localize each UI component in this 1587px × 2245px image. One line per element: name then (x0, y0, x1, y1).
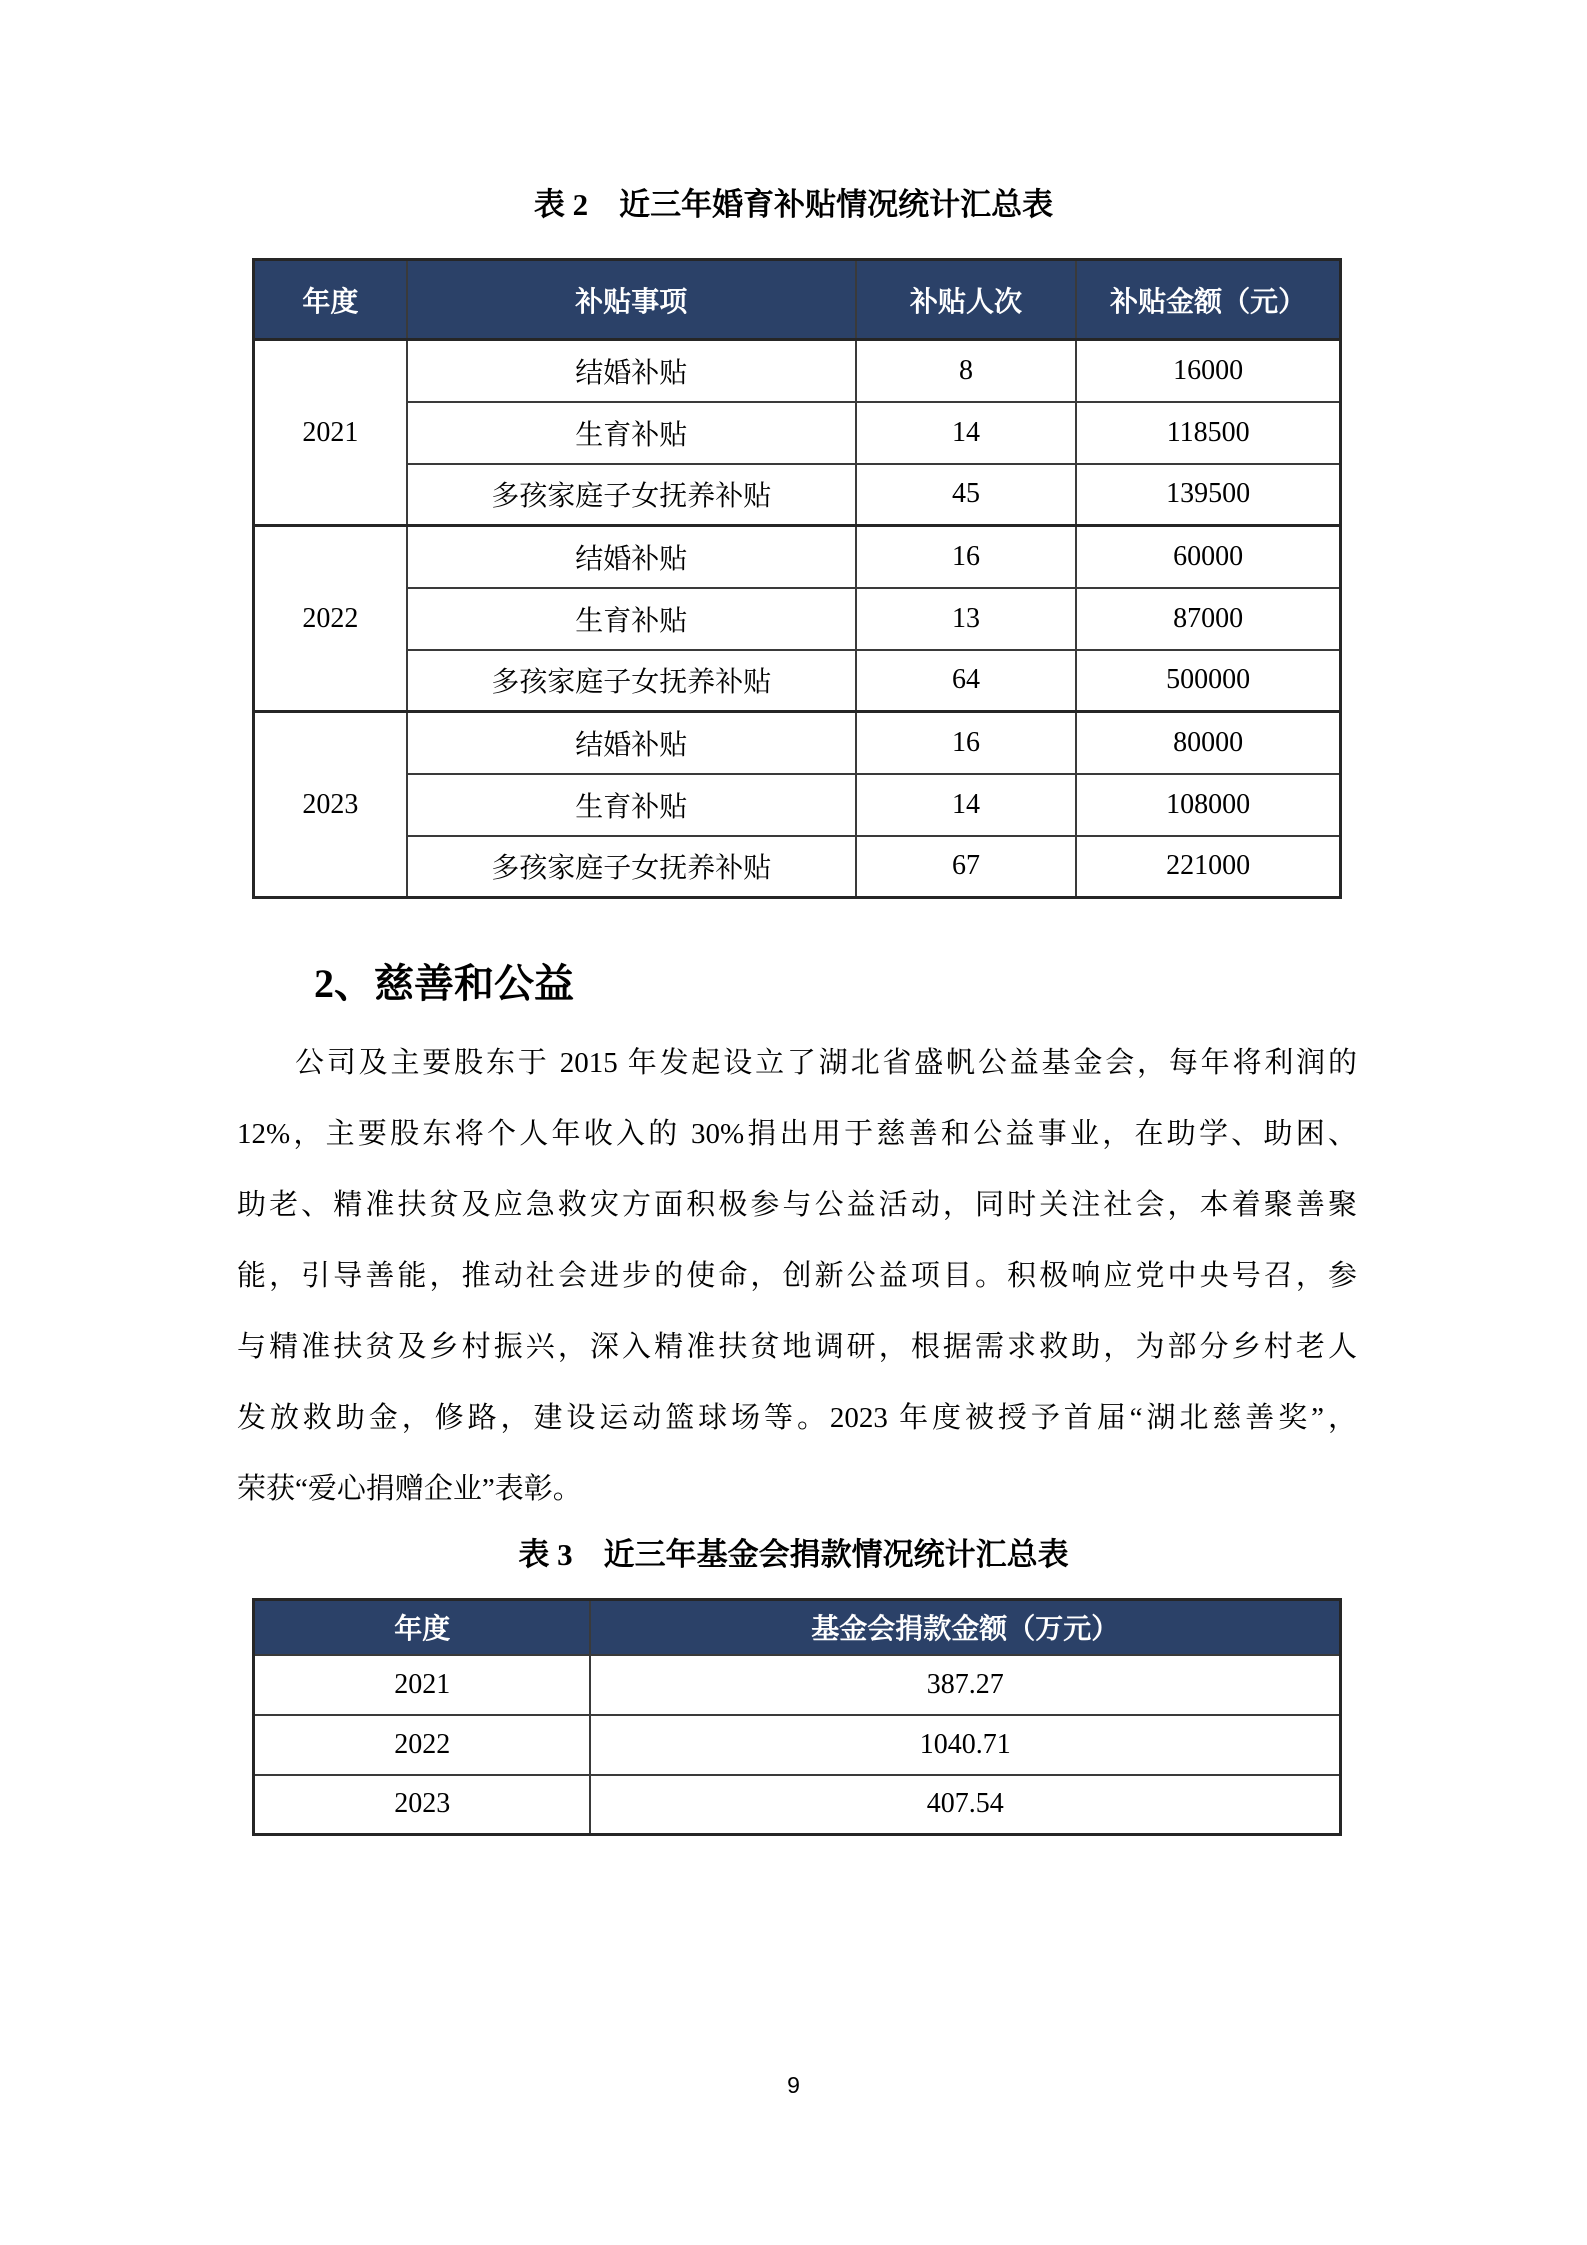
table-cell-year: 2023 (254, 1775, 591, 1835)
table3-header-amount: 基金会捐款金额（万元） (590, 1600, 1340, 1655)
table2-header-count: 补贴人次 (856, 260, 1077, 340)
table-cell-item: 多孩家庭子女抚养补贴 (407, 836, 856, 898)
table-row (254, 712, 1341, 774)
section-heading: 2、慈善和公益 (314, 961, 574, 1006)
table-row (254, 1655, 1341, 1715)
table2-header-year: 年度 (254, 260, 407, 340)
paragraph-line: 12%，主要股东将个人年收入的 30%捐出用于慈善和公益事业，在助学、助困、 (237, 1118, 1357, 1150)
table-cell-count: 13 (856, 588, 1077, 650)
table-row (254, 588, 1341, 650)
paragraph-line: 发放救助金，修路，建设运动篮球场等。2023 年度被授予首届“湖北慈善奖”， (237, 1402, 1357, 1434)
table-cell-amount: 87000 (1076, 588, 1340, 650)
table-cell-item: 生育补贴 (407, 774, 856, 836)
table-cell-amount: 500000 (1076, 650, 1340, 712)
table2-header-amount: 补贴金额（元） (1076, 260, 1340, 340)
table3 (252, 1598, 1342, 1836)
table-cell-amount: 108000 (1076, 774, 1340, 836)
table-cell-year: 2021 (254, 1655, 591, 1715)
table2-year-2021: 2021 (254, 340, 407, 526)
table2-header-row (254, 260, 1341, 340)
table-cell-amount: 1040.71 (590, 1715, 1340, 1775)
table-cell-item: 结婚补贴 (407, 712, 856, 774)
table-cell-amount: 221000 (1076, 836, 1340, 898)
paragraph-line: 荣获“爱心捐赠企业”表彰。 (237, 1473, 582, 1505)
table2-year-2022: 2022 (254, 526, 407, 712)
table-row (254, 526, 1341, 588)
page-number: 9 (787, 2072, 800, 2098)
table-cell-item: 结婚补贴 (407, 526, 856, 588)
table-cell-amount: 139500 (1076, 464, 1340, 526)
table-cell-amount: 118500 (1076, 402, 1340, 464)
table3-header-row (254, 1600, 1341, 1655)
table-row (254, 650, 1341, 712)
table-cell-amount: 407.54 (590, 1775, 1340, 1835)
table-cell-item: 生育补贴 (407, 588, 856, 650)
table-cell-count: 8 (856, 340, 1077, 402)
table-row (254, 402, 1341, 464)
table-cell-amount: 80000 (1076, 712, 1340, 774)
table-cell-count: 14 (856, 402, 1077, 464)
table-row (254, 464, 1341, 526)
table-row (254, 1775, 1341, 1835)
table2-year-2023: 2023 (254, 712, 407, 898)
table3-header-year: 年度 (254, 1600, 591, 1655)
table-cell-count: 64 (856, 650, 1077, 712)
table-cell-amount: 387.27 (590, 1655, 1340, 1715)
table-row (254, 1715, 1341, 1775)
table-row (254, 340, 1341, 402)
table3-title: 表 3 近三年基金会捐款情况统计汇总表 (518, 1537, 1069, 1572)
table2 (252, 258, 1342, 899)
table-cell-item: 结婚补贴 (407, 340, 856, 402)
table-cell-count: 45 (856, 464, 1077, 526)
table-cell-count: 14 (856, 774, 1077, 836)
table-cell-count: 16 (856, 712, 1077, 774)
paragraph-line: 能，引导善能，推动社会进步的使命，创新公益项目。积极响应党中央号召，参 (237, 1260, 1357, 1292)
paragraph-line: 助老、精准扶贫及应急救灾方面积极参与公益活动，同时关注社会，本着聚善聚 (237, 1189, 1357, 1221)
paragraph-line: 与精准扶贫及乡村振兴，深入精准扶贫地调研，根据需求救助，为部分乡村老人 (237, 1331, 1357, 1363)
table-cell-amount: 16000 (1076, 340, 1340, 402)
table-cell-amount: 60000 (1076, 526, 1340, 588)
table-cell-count: 67 (856, 836, 1077, 898)
table-cell-count: 16 (856, 526, 1077, 588)
body-paragraph (237, 1028, 1357, 1525)
table-cell-item: 多孩家庭子女抚养补贴 (407, 464, 856, 526)
table-cell-item: 多孩家庭子女抚养补贴 (407, 650, 856, 712)
table-cell-item: 生育补贴 (407, 402, 856, 464)
table-row (254, 774, 1341, 836)
table-cell-year: 2022 (254, 1715, 591, 1775)
table2-header-item: 补贴事项 (407, 260, 856, 340)
table2-title: 表 2 近三年婚育补贴情况统计汇总表 (533, 187, 1054, 222)
table-row (254, 836, 1341, 898)
paragraph-line: 公司及主要股东于 2015 年发起设立了湖北省盛帆公益基金会，每年将利润的 (295, 1047, 1357, 1079)
